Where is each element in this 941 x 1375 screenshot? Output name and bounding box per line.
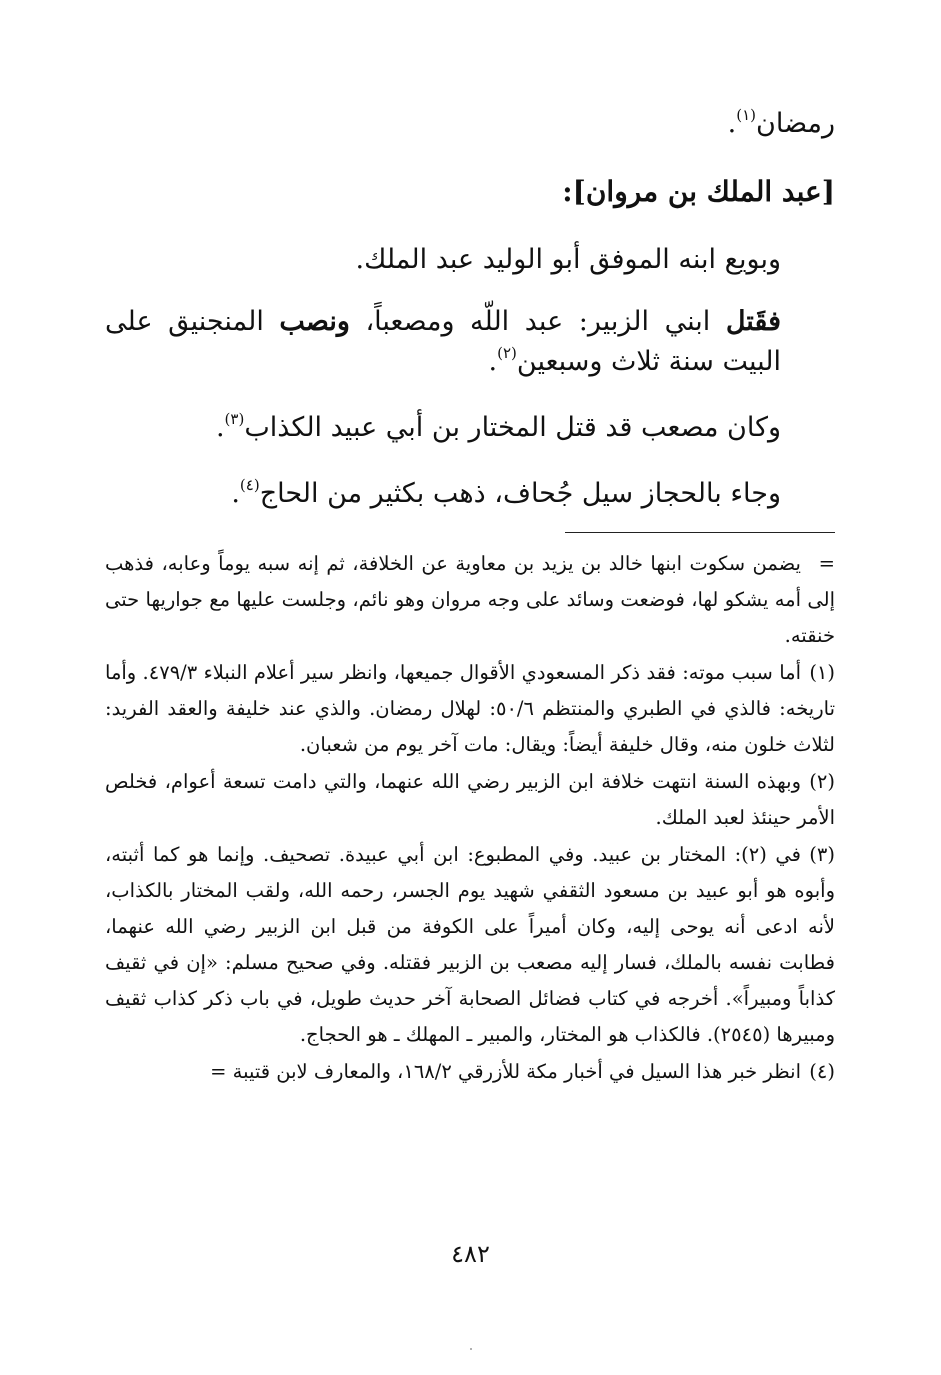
section-heading: [عبد الملك بن مروان]: xyxy=(562,175,835,208)
footnote-text: في (٢): المختار بن عبيد. وفي المطبوع: ابن أبي عبيدة. تصحيف. وإنما هو كما أثبته، وأبوه هو أبو عبيد بن مسعود الثقفي شهيد يوم الجسر، رحمه الله، ولقب المختار بالكذاب، لأنه ادعى أنه يوحى إليه، وكان أميراً على الكوفة من قبل ابن الزبير رضي الله عنهما، فطابت نفسه بالملك، فسار إليه مصعب بن الزبير فقتله. وفي صحيح مسلم: «إن في ثقيف كذاباً ومبيراً». أخرجه في كتاب فضائل الصحابة آخر حديث طويل، في باب ذكر كذاب ثقيف ومبيرها (٢٥٤٥). فالكذاب هو المختار، والمبير ـ المهلك ـ هو الحجاج. xyxy=(105,843,835,1046)
footnotes xyxy=(105,546,835,1091)
paper-speck xyxy=(470,1348,472,1350)
text-line-ramadan xyxy=(105,100,835,148)
paragraph-bay-ah: وبويع ابنه الموفق أبو الوليد عبد الملك. xyxy=(355,244,781,275)
continuation-mark: = xyxy=(818,552,835,575)
footnote-4 xyxy=(105,1054,835,1090)
page-number: ٤٨٢ xyxy=(451,1240,490,1268)
period: . xyxy=(231,478,240,509)
footnote-continuation-text: يضمن سكوت ابنها خالد بن يزيد بن معاوية عن الخلافة، ثم إنه سبه يوماً وعابه، فذهب إلى أمه يشكو لها، فوضعت وسائد على وجه مروان وهو نائم، وجلست عليها مع جواريها حتى خنقته. xyxy=(105,552,835,647)
footnote-number: (٣) xyxy=(809,843,835,866)
footnote-ref-1[interactable]: (١) xyxy=(736,106,757,124)
footnote-number: (٤) xyxy=(809,1060,835,1083)
killed-text: ابني الزبير: عبد اللّه ومصعباً، xyxy=(349,306,726,337)
footnote-text: انظر خبر هذا السيل في أخبار مكة للأزرقي ١٦٨/٢، والمعارف لابن قتيبة = xyxy=(210,1060,801,1083)
footnote-ref-2[interactable]: (٢) xyxy=(497,344,517,362)
footnote-ref-4[interactable]: (٤) xyxy=(239,476,260,494)
flood-text: وجاء بالحجاز سيل جُحاف، ذهب بكثير من الحاج xyxy=(259,478,781,509)
footnote-number: (١) xyxy=(809,661,836,684)
footnote-separator xyxy=(565,532,835,533)
paragraph-flood xyxy=(105,470,835,518)
period: . xyxy=(488,346,498,377)
footnote-2 xyxy=(105,764,835,836)
paragraph-killed xyxy=(105,302,835,382)
footnote-ref-3[interactable]: (٣) xyxy=(224,410,245,428)
musab-text: وكان مصعب قد قتل المختار بن أبي عبيد الكذاب xyxy=(244,412,781,443)
footnote-text: وبهذه السنة انتهت خلافة ابن الزبير رضي الله عنهما، والتي دامت تسعة أعوام، فخلص الأمر حينئذ لعبد الملك. xyxy=(105,770,835,829)
ramadan-word: رمضان xyxy=(756,108,835,139)
footnote-number: (٢) xyxy=(809,770,835,793)
footnote-text: أما سبب موته: فقد ذكر المسعودي الأقوال جميعها، وانظر سير أعلام النبلاء ٤٧٩/٣. وأما تاريخه: فالذي في الطبري والمنتظم ٥٠/٦: لهلال رمضان. والذي عند خليفة والعقد الفريد: لثلاث خلون منه، وقال خليفة أيضاً: ويقال: مات آخر يوم من شعبان. xyxy=(105,661,835,756)
footnote-continuation xyxy=(105,546,835,654)
main-text xyxy=(105,100,835,518)
period: . xyxy=(727,108,737,139)
footnote-3 xyxy=(105,837,835,1053)
paragraph-musab xyxy=(105,404,835,452)
keyword-killed: فقَتل xyxy=(725,306,781,337)
period: . xyxy=(215,412,225,443)
killed-rest: المنجنيق على البيت سنة ثلاث وسبعين xyxy=(105,306,781,377)
footnote-1 xyxy=(105,655,835,763)
keyword-set-up: ونصب xyxy=(279,306,350,337)
